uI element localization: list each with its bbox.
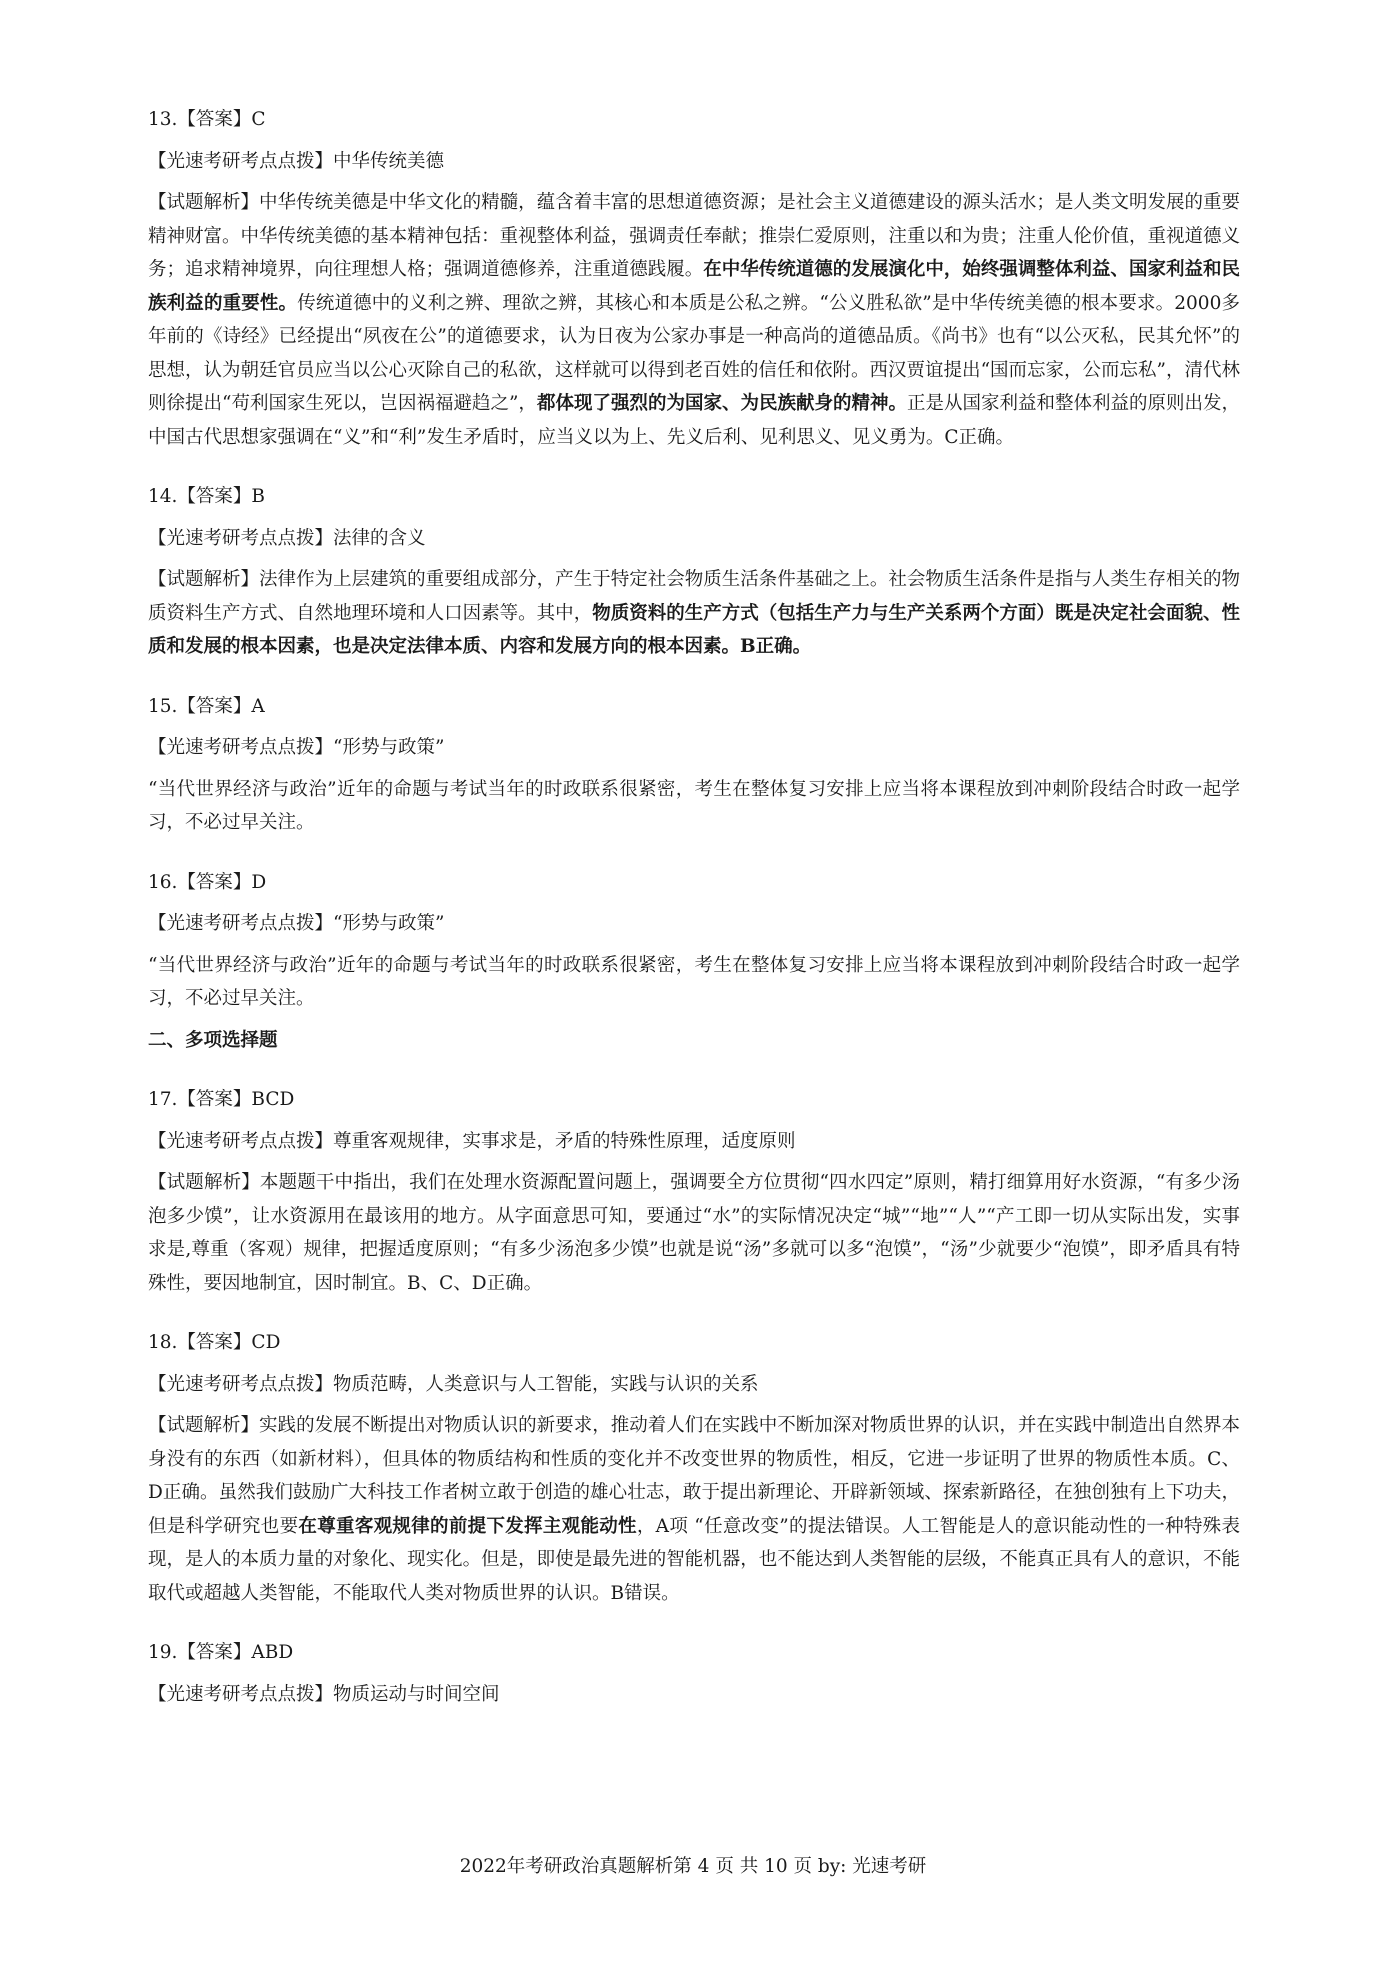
analysis-text: 【试题解析】实践的发展不断提出对物质认识的新要求，推动着人们在实践中不断加深对物质世界的认识，并在实践中制造出自然界本身没有的东西（如新材料），但具体的物质结构和性质的变化并不改变世界的物质性，相反，它进一步证明了世界的物质性本质。C、D正确。虽然我们鼓励广大科技工作者树立敢于创造的雄心壮志，敢于提出新理论、开辟新领域、探索新路径，在独创独有上下功夫，但是科学研究也要 xyxy=(148,1415,1240,1537)
point-line-16: 【光速考研考点点拨】“形势与政策” xyxy=(148,913,445,934)
answer-line-19: 19.【答案】ABD xyxy=(148,1642,294,1663)
analysis-13 xyxy=(148,186,1240,454)
point-line-13: 【光速考研考点点拨】中华传统美德 xyxy=(148,150,445,172)
section-heading xyxy=(148,1024,1240,1058)
page-content xyxy=(148,103,1240,1711)
analysis-17: 【试题解析】本题题干中指出，我们在处理水资源配置问题上，强调要全方位贯彻“四水四定”原则，精打细算用好水资源，“有多少汤泡多少馍”，让水资源用在最该用的地方。从字面意思可知，要通过“水”的实际情况决定“城”“地”“人”“产工即一切从实际出发，实事求是,尊重（客观）规律，把握适度原则；“有多少汤泡多少馍”也就是说“汤”多就可以多“泡馍”，“汤”少就要少“泡馍”，即矛盾具有特殊性，要因地制宜，因时制宜。B、C、D正确。 xyxy=(148,1172,1240,1294)
analysis-bold-text: 在尊重客观规律的前提下发挥主观能动性 xyxy=(298,1515,637,1537)
answer-line-18: 18.【答案】CD xyxy=(148,1332,281,1353)
analysis-text: 【试题解析】法律作为上层建筑的重要组成部分，产生于特定社会物质生活条件基础之上。社会物质生活条件是指与人类生存相关的物质资料生产方式、自然地理环境和人口因素等。其中， xyxy=(148,569,1240,624)
page-footer: 2022年考研政治真题解析第 4 页 共 10 页 by: 光速考研 xyxy=(459,1856,927,1877)
analysis-14 xyxy=(148,563,1240,664)
analysis-text: 【试题解析】中华传统美德是中华文化的精髓，蕴含着丰富的思想道德资源；是社会主义道德建设的源头活水；是人类文明发展的重要精神财富。中华传统美德的基本精神包括：重视整体利益，强调责任奉献；推崇仁爱原则，注重以和为贵；注重人伦价值，重视道德义务；追求精神境界，向往理想人格；强调道德修养，注重道德践履。 xyxy=(148,192,1240,280)
section-heading-text: 二、多项选择题 xyxy=(148,1029,278,1051)
point-line-19: 【光速考研考点点拨】物质运动与时间空间 xyxy=(148,1683,500,1705)
point-line-18: 【光速考研考点点拨】物质范畴，人类意识与人工智能，实践与认识的关系 xyxy=(148,1373,759,1395)
analysis-bold-text: 在中华传统道德的发展演化中，始终强调整体利益、国家利益和民族利益的重要性。 xyxy=(148,259,1240,314)
point-line-17: 【光速考研考点点拨】尊重客观规律，实事求是，矛盾的特殊性原理，适度原则 xyxy=(148,1130,796,1152)
point-line-14: 【光速考研考点点拨】法律的含义 xyxy=(148,527,426,549)
analysis-18 xyxy=(148,1409,1240,1610)
analysis-bold-text: 都体现了强烈的为国家、为民族献身的精神。 xyxy=(536,393,907,414)
analysis-text: ，A项 “任意改变”的提法错误。人工智能是人的意识能动性的一种特殊表现，是人的本质力量的对象化、现实化。但是，即使是最先进的智能机器，也不能达到人类智能的层级，不能真正具有人的意识，不能取代或超越人类智能，不能取代人类对物质世界的认识。B错误。 xyxy=(148,1515,1240,1604)
answer-line-13: 13.【答案】C xyxy=(148,109,266,130)
analysis-text: 传统道德中的义利之辨、理欲之辨，其核心和本质是公私之辨。“公义胜私欲”是中华传统美德的根本要求。2000多年前的《诗经》已经提出“夙夜在公”的道德要求，认为日夜为公家办事是一种高尚的道德品质。《尚书》也有“以公灭私，民其允怀”的思想，认为朝廷官员应当以公心灭除自己的私欲，这样就可以得到老百姓的信任和依附。西汉贾谊提出“国而忘家，公而忘私”，清代林则徐提出“苟利国家生死以，岂因祸福避趋之”， xyxy=(148,292,1240,414)
analysis-16: “当代世界经济与政治”近年的命题与考试当年的时政联系很紧密，考生在整体复习安排上应当将本课程放到冲刺阶段结合时政一起学习，不必过早关注。 xyxy=(148,954,1240,1009)
analysis-bold-text: 物质资料的生产方式（包括生产力与生产关系两个方面）既是决定社会面貌、性质和发展的根本因素，也是决定法律本质、内容和发展方向的根本因素。B正确。 xyxy=(148,602,1240,657)
answer-line-15: 15.【答案】A xyxy=(148,695,265,717)
analysis-text: 正是从国家利益和整体利益的原则出发，中国古代思想家强调在“义”和“利”发生矛盾时，应当义以为上、先义后利、见利思义、见义勇为。C正确。 xyxy=(148,393,1240,448)
answer-line-16: 16.【答案】D xyxy=(148,871,267,893)
answer-line-14: 14.【答案】B xyxy=(148,486,266,507)
answer-line-17: 17.【答案】BCD xyxy=(148,1089,295,1110)
point-line-15: 【光速考研考点点拨】“形势与政策” xyxy=(148,737,445,758)
analysis-15: “当代世界经济与政治”近年的命题与考试当年的时政联系很紧密，考生在整体复习安排上应当将本课程放到冲刺阶段结合时政一起学习，不必过早关注。 xyxy=(148,778,1240,833)
